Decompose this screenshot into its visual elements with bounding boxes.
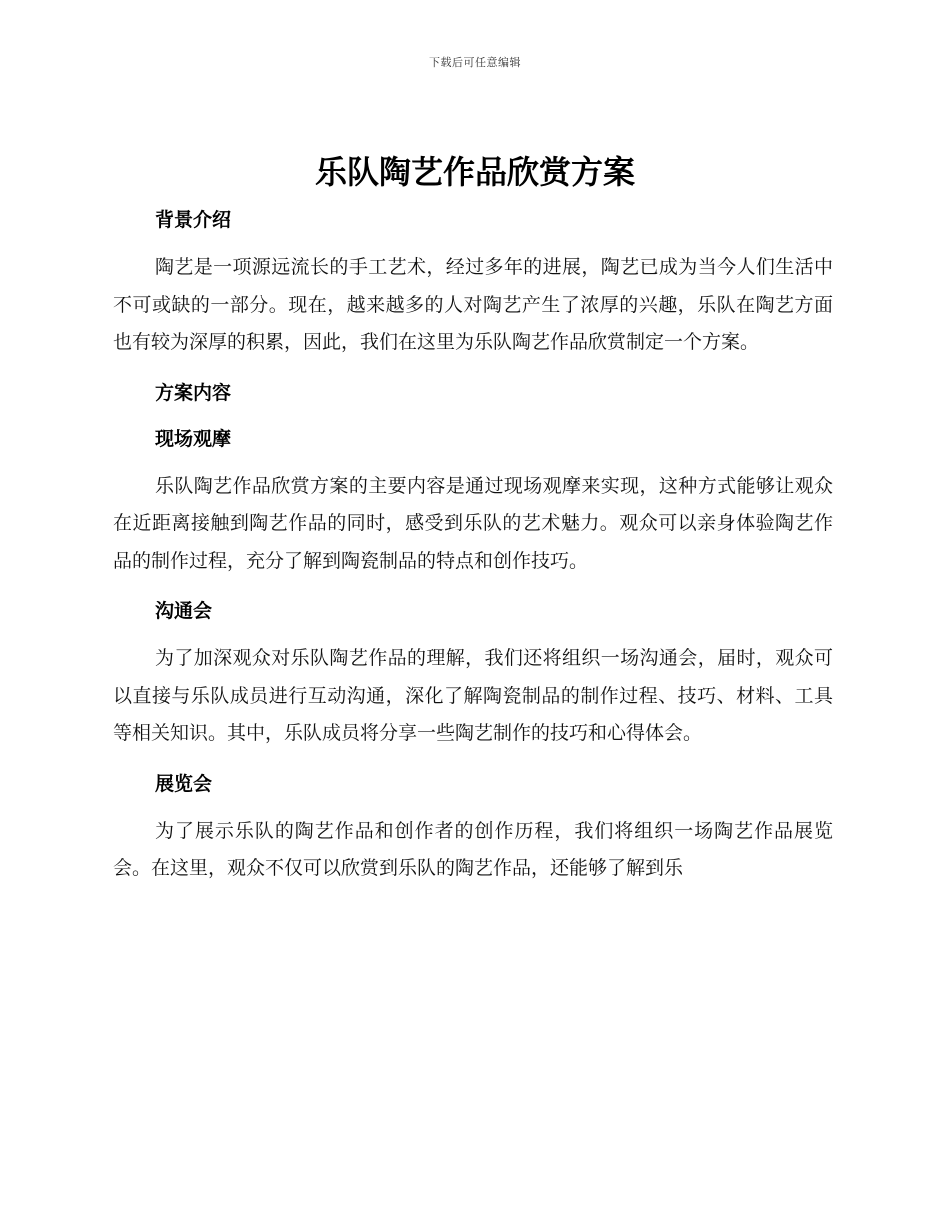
paragraph-communication-meeting: 为了加深观众对乐队陶艺作品的理解，我们还将组织一场沟通会，届时，观众可以直接与乐队成员进行互动沟通，深化了解陶瓷制品的制作过程、技巧、材料、工具等相关知识。其中，乐队成员将分享一些陶艺制作的技巧和心得体会。 [113,647,833,744]
paragraph-background: 陶艺是一项源远流长的手工艺术，经过多年的进展，陶艺已成为当今人们生活中不可或缺的一部分。现在，越来越多的人对陶艺产生了浓厚的兴趣，乐队在陶艺方面也有较为深厚的积累，因此，我们在这里为乐队陶艺作品欣赏制定一个方案。 [113,256,833,353]
section-heading-communication-meeting: 沟通会 [155,600,213,622]
section-heading-background: 背景介绍 [155,209,232,231]
paragraph-exhibition: 为了展示乐队的陶艺作品和创作者的创作历程，我们将组织一场陶艺作品展览会。在这里，观众不仅可以欣赏到乐队的陶艺作品，还能够了解到乐 [113,819,833,879]
section-heading-exhibition: 展览会 [155,772,213,795]
header-note: 下载后可任意编辑 [429,56,521,69]
section-heading-onsite-viewing: 现场观摩 [155,427,232,450]
document-title: 乐队陶艺作品欣赏方案 [314,153,635,191]
section-heading-plan-content: 方案内容 [155,381,232,404]
paragraph-onsite-viewing: 乐队陶艺作品欣赏方案的主要内容是通过现场观摩来实现，这种方式能够让观众在近距离接触到陶艺作品的同时，感受到乐队的艺术魅力。观众可以亲身体验陶艺作品的制作过程，充分了解到陶瓷制品的特点和创作技巧。 [113,474,833,572]
document-body [113,197,833,896]
